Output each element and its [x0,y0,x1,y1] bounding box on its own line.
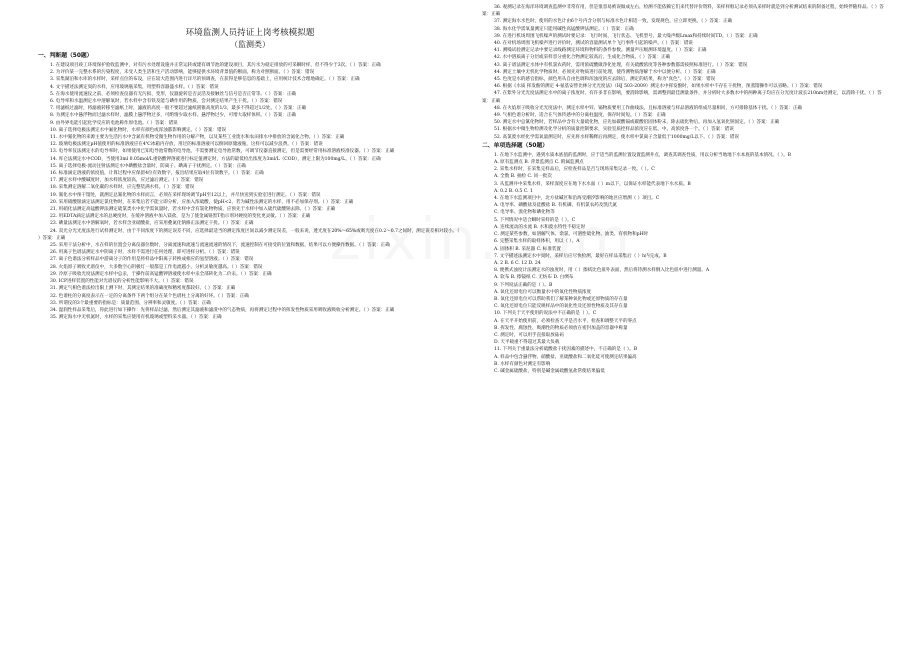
question-item: 24. 双光分光光度法进行试样测定时，由于不同浓度下的测定误差不同，应选择最适当的测定浓度区间以减少测定误差，一般来说，透光度在20%～65%或吸光度在0.2～0.7之间时，测定误差相对较小。（ ）答案：正确 [38,228,460,241]
question-item: 11. 水中氰化物的来源主要为生活污水中含氮有机物受微生物作用的分解产物，以及某些工业废水和农田排水中排放的含氮化合物。（ ）答案：正确 [50,135,345,141]
question-item: 43. 离子谱法测定水体中有机氯农药时，需用浓硫酸做净化处理，有关硫酸浓度等各种参数都需按照标准进行。（ ）答案：错误 [494,62,748,68]
answer-option: A. 原有监测点 B. 背景监测点 C. 附属监测点 [494,160,584,166]
question-item: 5. 在海水使用流速仪之前，必须检查仪器有无污损、变形，仪器旋转是否灵活及接触丝与信号是否正常等。（ ）答案：正确 [50,91,296,97]
answer-option: A. 全数 B. 抽检 C. 同一批次 [494,174,552,180]
question-item: 10. 离子选择电极法测定水中氟化物时，水样有颜色或浑浊都影响测定。（ ）答案：错误 [50,127,227,133]
question-item: 4. 在地下水监测项目中，北方盐碱区和沿海受潮汐影响的地区应增测（ ）项目。C [494,196,660,202]
judgment-question-list [38,62,462,321]
question-item: 19. 氰化水中预干馏处，就测定总氰化物的水样而言，必须在采样现场调节pH至12以上，并尽快送到实验室进行测定。（ ）答案：错误 [50,192,321,198]
question-item: 8. 为测定水中悬浮物而过滤水样时，滤膜上悬浮物过多，可酌情少取水样。悬浮物过少，可增大取样体积。（ ）答案：正确 [50,113,296,119]
answer-option: D. 天平载重不得超过其最大负载 [494,340,560,346]
question-item: 46. 根据《水质 挥发酚的测定 4-氨基安替比林分光光度法》（HJ 503-2009）测定水中挥发酚时，如果水样中不存在干扰物，预蒸馏操作可以省略。（ ）答案：错误 [494,84,823,90]
question-item: 4. 文字描述法测定臭的水样，应用玻璃瓶采集，用塑料容器盛水样。（ ）答案：错误 [50,84,219,90]
question-item: 26. 用离子色谱法测定水中阴离子时，水样不需进行任何处理，即可进样分析。（ ）答案：错误 [50,250,240,256]
answer-option: B. 氧化还原电位可以帮助我们了解某种氧化物或还原物质的存在量 [494,296,628,302]
judgment-question-list-continued [482,4,886,141]
question-item: 36. 观测记录在海洋环境调查监测中非常有用，但是很容易被误做成左右，检测不能依赖它们来代替评价资料，采样样框记录必须从采样时就是到分析测试结束的制备过程，始终伴随样品。（ ）答案：正确 [482,5,884,18]
question-item: 47. 在紫外分光光度法测定水中的离子浓度时，有许多非在影响，要消除影响，需调整到最佳测量条件，并分析时大多数水中的两种离子均应在分光度计波长210nm处测定，以消除干扰。（ ）答案：正确 [482,91,882,104]
question-item: 11. 下列关于重量法分析硫酸盐干扰因素的描述中，不正确的是（ ）。B [494,347,638,353]
question-item: 39. 在进行机场周围飞机噪声的测试时要记录：飞行时间、飞行状态、飞机型号、最大噪声级Lmax和持续时间TD。（ ）答案：正确 [494,33,758,39]
question-item: 27. 离子色谱法分析样品中游离分子的作用是将样品中阳离子转换成相应的氢型溶液。（ ）答案：错误 [50,257,254,263]
question-item: 35. 测定海水中无机氮时，水样的采集应使用有机玻璃或塑料采水器。（ ）答案：正确 [50,315,222,321]
question-item: 41. 测噪试验测定记录中要记录线路测定环境和物料的条件参数。测量声压级测环境温度。（ ）答案：正确 [494,48,707,54]
question-item: 5. 下列情况中适合瞬时采样的是（ ）。C [494,217,576,223]
question-item: 9. 下列说法正确的是（ ）。B [494,282,553,288]
question-item: 21. 用硝化法测定高锰酸钾法测定硫氯类水中化学需氧量时，若水样中含有氯化物物质，应预先于水样中加入硫代硫酸钠去除。（ ）答案：正确 [50,207,336,213]
right-column [482,4,886,375]
question-item: 9. 由外界电能引起化学反应的电池称作原电池。（ ）答案：错误 [50,120,178,126]
question-item: 45. 色度是水的感官指标，颜色用从自由色调和浑浊度的应去除后，测定的结果，称为"真色"。（ ）答案：错误 [494,77,716,83]
question-item: 44. 测定土壤中无机化学物质时，必须先对物质进行前处理，使待测物质溶解于水中以便分析。（ ）答案：正确 [494,69,716,75]
question-item: 1. 在地下水监测中，遇到水质本底值的监测时，应于适当的监测位置设置监测井点，调查其调查性质，用以分析当地地下水本底的基本情况。（ ）。B [494,152,792,158]
question-item: 7. 用滤纸过滤时，将滤液转移至滤纸上时，滤液的高度一般不要超过滤纸圆锥高度的1/3，最多不得超过1/2处。（ ）答案：正确 [50,106,307,112]
question-item: 40. 在对机场周围飞机噪声进行评价时，测试的容量测试单个飞行事件引起的噪声。（ ）答案：错误 [494,41,693,47]
question-item: 13. 电导率仪法测定水的电导率时，如果使用已知电导池常数的电导池，不需要测定电导池常数，可调节仪器直接测定，但是需要经常用标准溶液校准仪器。（ ）答案：正确 [50,149,395,155]
question-item: 14. 库仑法测定水中COD，当使用3ml 0.05mol/L重铬酸钾溶液进行标定值测定时，方法的最低检出浓度为3ml/L（COD），测定上限为100mg/L。（ ）答案：正确 [50,156,381,162]
question-item: 38. 海水化学需氧量测定只能用碱性高锰酸钾法测定。（ ）答案：正确 [494,26,634,32]
answer-option: A. 氧化还原电位可以衡量水中的氧化性物质浓度 [494,289,592,295]
answer-option: A. 在天平开始使用前，必须检查天平是否水平，检查和调整天平的零点 [494,318,637,324]
answer-option: A. 电导率、磷酸盐及硅酸盐 B. 有机磷、有机氯农药及凯氏氮 [494,203,617,209]
answer-option: C. 测定某些参数，如溶解气体、余氯、可溶性硫化物、油类、有机物和pH时 [494,232,649,238]
question-item: 48. 在火焰原子吸收分光光度法中，测定水样中锌、镉物质要用工作曲线法，且标准溶液与样品溶液的组成尽量相同，方可排除基体干扰。（ ）答案：正确 [494,105,802,111]
answer-option: C. 测定时，可以用手直接取放砝码 [494,332,564,338]
question-item: 34. 湿润性样品采集后，你此进行如下操作：先将样品过滤，然后测定其滤液和滤渣中的气态物质，再将测定过程中的挥发性物质采用吸收液吸收分析测定。（ ）答案：正确 [50,307,395,313]
answer-option: A. 0.2 B. 0.5 C. 1 [494,188,533,194]
answer-option: B. 水样有颜色对测定有影响 [494,361,551,367]
question-item: 33. 所谓仪的3个最重要的指标是：质量范围、分辨率和灵敏度。（ ）答案：正确 [50,300,211,306]
question-item: 28. 火焰原子吸收光谱仪中，大多数空心阴极灯一般都是工作电流越小，分析灵敏度越高。（ ）答案：错误 [50,264,263,270]
question-item: 17. 测定水样中酸碱度时，加水样浓度较高，应过滤后测定。（ ）答案：错误 [50,178,204,184]
answer-option: B. 挥发性、腐蚀性、吸潮性的物质必须放在密封加盖的容器中称量 [494,325,628,331]
question-item: 2. 采集水样时，在采集完样品后，应检查样品是否与现场采集记录一致。（ ）。C [494,167,655,173]
question-item: 20. 采用硝酸银滴定法测定氯化物时，在采集后若不能立即分析，应加入浓硫酸，使pH<2，若为碱性法测定的水样，用不必加保存剂。（ ）答案：正确 [50,199,354,205]
answer-option: C. 碱金属硫酸盐，特别是碱金属硫酸氢盐常使结果偏低 [494,368,605,374]
question-item: 15. 离子选择电极-流动注射法测定水中碘酸盐含量时，防离子、碘离子干扰测定。（ ）答案：正确 [50,163,246,169]
answer-option: A. 样品中包含悬浮物、硝酸盐、亚硫酸盐和二氧化硅可使测定结果偏高 [494,354,637,360]
question-item: 32. 色谱柱的分离度表示在一定的分离条件下两个组分在某个色谱柱上分离的好坏。（ ）答案：正确 [50,293,249,299]
question-item: 6. 电导率和水温测定水中溶解氧时，若水样中含有铁及能与碘作用的物质，会对测定结果产生干扰。（ ）答案：错误 [50,99,283,105]
answer-option: A. 软布 B. 擦镜纸 C. 无纺布 D. 白绸布 [494,275,574,281]
question-item: 52. 高氯废水经化学需氧量测定时，应先将水样稀释后再测定，使水样中氯离子含量低于1000mg/L以下。（ ）答案：错误 [494,134,739,140]
question-item: 1. 在建设项目竣工环境保护验收监测中，对有污水处理设施并正常运转或建有调节池的建设项目，其污水为稳定排放的可采瞬时样，但不得少于3次。（ ）答案：正确 [50,63,381,68]
left-column [38,27,462,321]
answer-option: C. 电导率、溴化物和碘化物等 [494,210,555,216]
section-heading-judgment: 一、判断题（50题） [38,53,93,59]
question-item: 49. 气相色谱分析时，适合在气体传感中的分离柱温度，保存时间短。（ ）答案：正确 [494,113,666,119]
question-item: 8. 便携式浊度计法测定水的浊度时，用（ ）擦拭比色皿外表面，然后将待测水样倒入比色皿中进行测量。A [494,268,710,274]
question-item: 10. 下列关于天平使用的说法中不正确的是（ ）。C [494,311,597,317]
question-item: 50. 测定水中总氰化物时，若样品中含有大量硫化物，应先加碳酸镉或碳酸铅固体粉末，除去硫化物后，再加入氢氧化钠固定。（ ）答案：正确 [494,120,780,126]
answer-option: A. 连续流动的水流 B. 水和废水特性不稳定时 [494,224,586,230]
question-item: 18. 采集测定溶解二氧化碳的水样时，应完整装满水样。（ ）答案：错误 [50,185,195,191]
answer-option: A. 固体积 B. 采泥器 C. 标准装置 [494,246,561,252]
question-item: 7. 文字描述法测定水中臭时，采样后应尽快检测，最好在样品采集后（ ）h内完成。B [494,253,667,259]
question-item: 31. 测定气相色谱法检出限上测下时，其测定结果的准确度和精密度都较好。（ ）答案：正确 [50,286,236,292]
question-item: 22. 用EDTA滴定法测定水的总硬度时，在缓冲溶液中加入镁盐，是为了使金属铬黑T指示剂对硬度的变化更灵敏。（ ）答案：正确 [50,214,311,220]
single-choice-question-list [482,152,886,375]
question-item: 30. ICP进样装置的性能对光谱仪的分析性能影响不大。（ ）答案：错误 [50,279,194,285]
page-title: 环境监测人员持证上岗考核模拟题 [185,28,315,38]
answer-option: C. 氧化还原电位只能反映样品中的氧化性及还原性物质及其存在量 [494,304,628,310]
question-item: 25. 采用干法分析中，水在样的位置会分离仪器位数时，分离流速和流速与流速流速的情况下，流速控制在可接受的位置和数据，结果可以方便操作数据。（ ）答案：正确 [50,243,390,249]
answer-option: A. 2 B. 6 C. 12 D. 24 [494,260,541,266]
question-item: 3. 从监测井中采集水样，采样深度应在地下水水面（ ）m以下，以保证水样能代表地下水水质。B [494,181,691,187]
page-subtitle: （监测类） [230,40,270,49]
question-item: 2. 为评价某一完整水系的污染程度，未受人类生活和生产活动影响，能够提供水环境背景值的断面，称为对照断面。（ ）答案：错误 [50,70,315,76]
question-item: 12. 玻璃电极法测定pH值使用的标准溶液应在4℃冰箱内存放，用过的标准溶液可以倒回原储液瓶，这样可以减少浪费。（ ）答案：错误 [50,142,323,148]
question-item: 51. 根据水中微生物检测及化学分析的质量控制要求，实验室质控样品浓度应在低、中、高浓度各一个。（ ）答案：错误 [494,127,734,133]
question-item: 3. 采集湖泊和水库的水样时，采样点位的布设，应在较大范围内进行详尽的预调查，在获得足够信息的基础上，应用统计技术合理地确定。（ ）答案：正确 [50,77,360,83]
question-item: 42. 水中溶质离子分层或采样容分重化合物测定较高后，生成化合物质。（ ）答案：正确 [494,55,671,61]
question-item: 23. 碘量法测定水中溶解氧时，若水样含亚硝酸盐，应采用叠氮化钠修正法测定干扰。（ ）答案：正确 [50,221,254,227]
question-item: 37. 测定海水水色时，使用的水色计由6个号内含分别与标准水色计相适一致，发现规色，应立即更换。（ ）答案：正确 [494,19,733,25]
question-item: 29. 冷原子吸收光度法测定水样中总汞，于操作前高锰酸钾溶液使水样中汞全部转化为二价汞。（ ）答案：正确 [50,271,272,277]
question-item: 6. 完整采集水样的取样体积，用以（ ）。A [494,239,580,245]
question-item: 16. 标准滴定溶液的浓度值，计算过程中应保留4位有效数字，报出结果应取4位有效数字。（ ）答案：正确 [50,171,264,177]
section-heading-single-choice: 二、单项选择题（50题） [482,142,549,149]
